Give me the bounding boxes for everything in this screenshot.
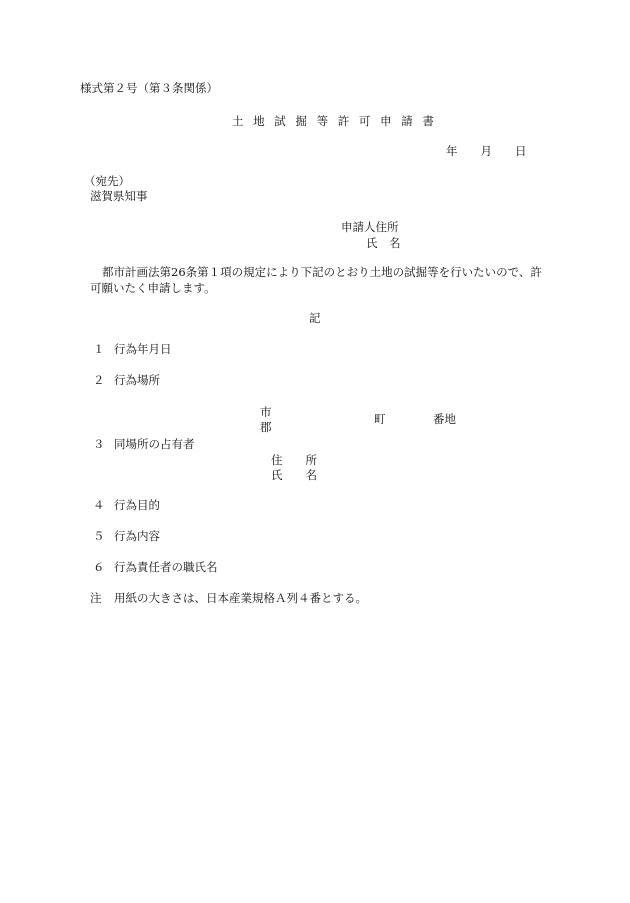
- occupant-address-label: 住 所: [271, 453, 317, 467]
- item2-label: 行為場所: [114, 373, 160, 387]
- note-label: 注: [90, 591, 102, 605]
- item4-number: ４: [93, 498, 105, 512]
- item5-number: ５: [93, 529, 105, 543]
- item1-number: １: [93, 342, 105, 356]
- body-text-line1: 都市計画法第26条第１項の規定により下記のとおり土地の試掘等を行いたいので、許: [102, 265, 542, 279]
- ki-heading: 記: [309, 311, 321, 325]
- location-lot: 番地: [433, 412, 456, 426]
- addressee-label: （宛先）: [84, 174, 130, 188]
- item6-label: 行為責任者の職氏名: [114, 560, 218, 574]
- item6-number: ６: [93, 560, 105, 574]
- item2-number: ２: [93, 373, 105, 387]
- note-text: 用紙の大きさは、日本産業規格Ａ列４番とする。: [114, 591, 367, 605]
- form-number: 様式第２号（第３条関係）: [80, 81, 218, 95]
- item3-label: 同場所の占有者: [114, 437, 195, 451]
- body-text-line2: 可願いたく申請します。: [90, 281, 216, 295]
- occupant-name-label: 氏 名: [271, 468, 317, 482]
- item5-label: 行為内容: [114, 529, 160, 543]
- location-town: 町: [374, 412, 386, 426]
- date-line: 年 月 日: [446, 144, 527, 158]
- addressee-name: 滋賀県知事: [90, 189, 148, 203]
- applicant-name-label: 氏 名: [366, 236, 401, 250]
- applicant-address-label: 申請人住所: [341, 220, 399, 234]
- location-city: 市: [260, 405, 272, 419]
- item3-number: ３: [93, 437, 105, 451]
- item1-label: 行為年月日: [114, 342, 172, 356]
- location-county: 郡: [260, 420, 272, 434]
- item4-label: 行為目的: [114, 498, 160, 512]
- document-title: 土 地 試 掘 等 許 可 申 請 書: [232, 114, 437, 128]
